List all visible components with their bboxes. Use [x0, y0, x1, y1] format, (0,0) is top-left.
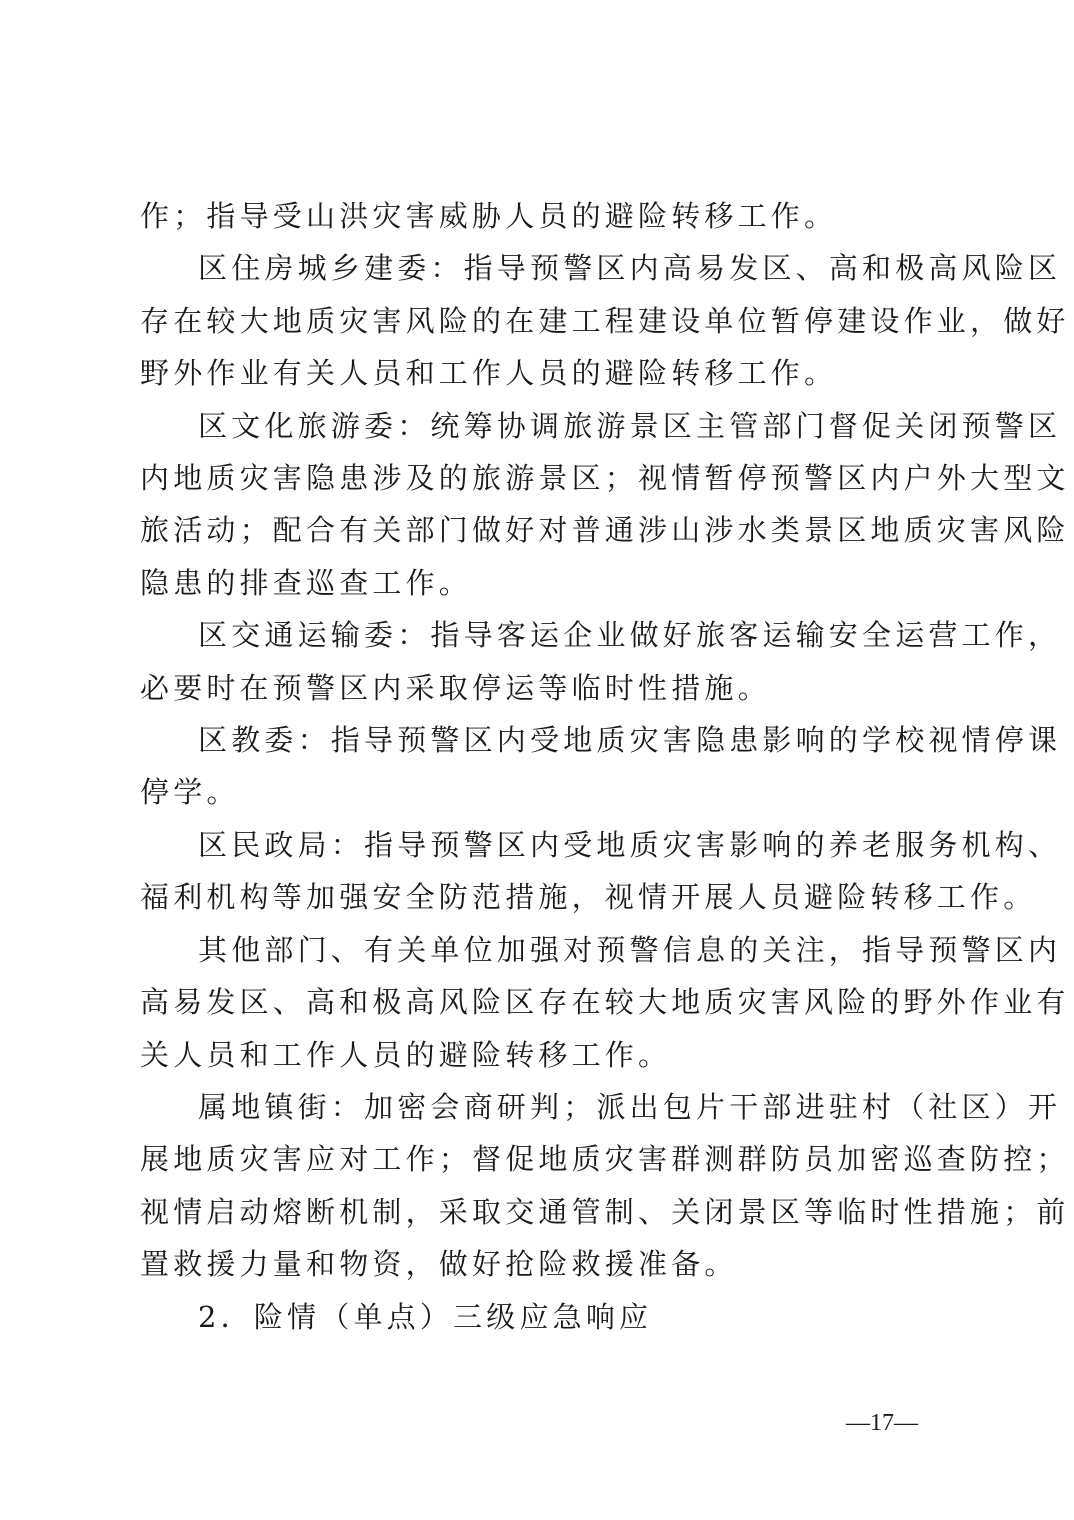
text-line: 内地质灾害隐患涉及的旅游景区；视情暂停预警区内户外大型文	[140, 461, 1070, 496]
text-line: 隐患的排查巡查工作。	[140, 565, 473, 600]
text-line: 停学。	[140, 775, 240, 810]
text-line: 其他部门、有关单位加强对预警信息的关注，指导预警区内	[198, 932, 1062, 967]
text-line: 关人员和工作人员的避险转移工作。	[140, 1037, 672, 1072]
text-line: 区教委：指导预警区内受地质灾害隐患影响的学校视情停课	[198, 723, 1062, 758]
text-line: 存在较大地质灾害风险的在建工程建设单位暂停建设作业，做好	[140, 303, 1070, 338]
text-line: 置救援力量和物资，做好抢险救援准备。	[140, 1247, 738, 1282]
text-line: 作；指导受山洪灾害威胁人员的避险转移工作。	[140, 199, 838, 233]
text-line: 福利机构等加强安全防范措施，视情开展人员避险转移工作。	[140, 880, 1037, 915]
body-text	[140, 190, 1070, 1343]
text-line: 区民政局：指导预警区内受地质灾害影响的养老服务机构、	[198, 827, 1062, 862]
section-heading: 2．险情（单点）三级应急响应	[198, 1299, 653, 1334]
text-line: 高易发区、高和极高风险区存在较大地质灾害风险的野外作业有	[140, 985, 1070, 1020]
text-line: 区交通运输委：指导客运企业做好旅客运输安全运营工作，	[198, 618, 1062, 653]
text-line: 属地镇街：加密会商研判；派出包片干部进驻村（社区）开	[198, 1089, 1062, 1124]
text-line: 区住房城乡建委：指导预警区内高易发区、高和极高风险区	[198, 251, 1062, 286]
text-line: 旅活动；配合有关部门做好对普通涉山涉水类景区地质灾害风险	[140, 513, 1070, 548]
text-line: 视情启动熔断机制，采取交通管制、关闭景区等临时性措施；前	[140, 1194, 1070, 1229]
text-line: 野外作业有关人员和工作人员的避险转移工作。	[140, 356, 838, 391]
text-line: 区文化旅游委：统筹协调旅游景区主管部门督促关闭预警区	[198, 408, 1062, 443]
text-line: 展地质灾害应对工作；督促地质灾害群测群防员加密巡查防控；	[140, 1142, 1070, 1177]
page-number: —17—	[846, 1410, 918, 1436]
text-line: 必要时在预警区内采取停运等临时性措施。	[140, 670, 771, 705]
